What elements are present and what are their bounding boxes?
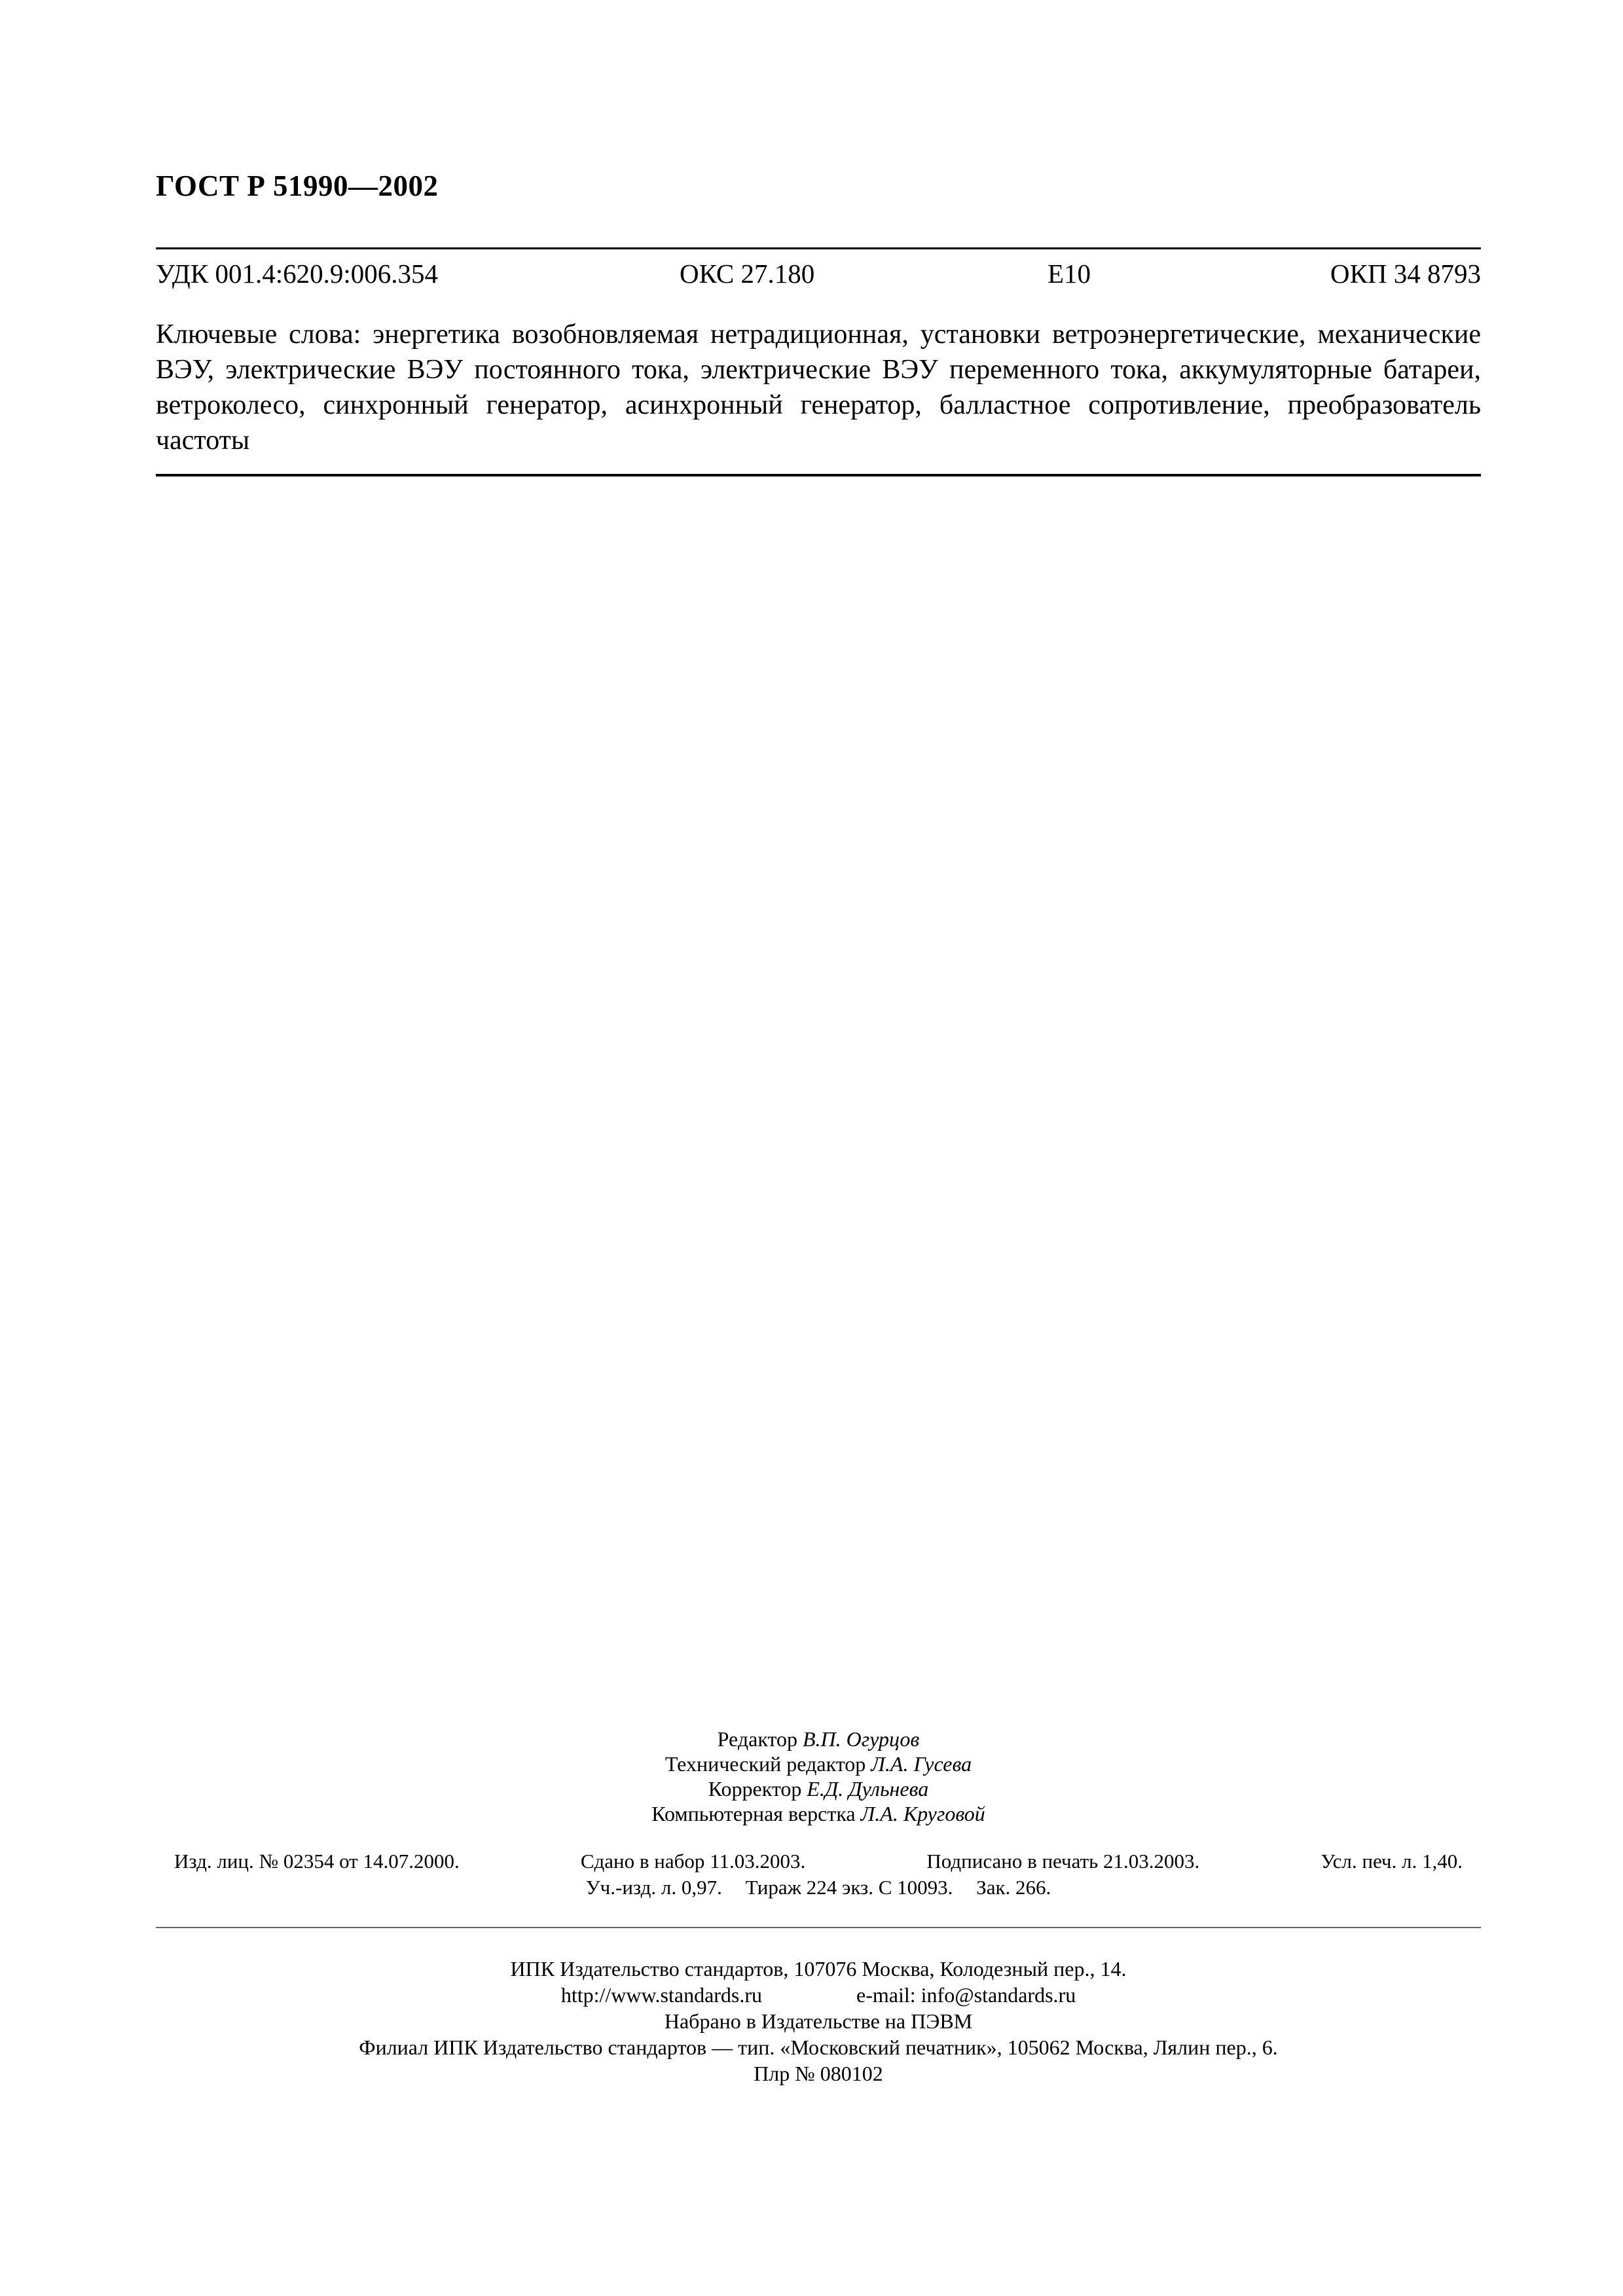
typeset-note: Набрано в Издательстве на ПЭВМ [664, 2009, 973, 2033]
signed-text: Подписано в печать 21.03.2003. [926, 1850, 1200, 1873]
credit-role: Корректор [708, 1777, 802, 1801]
okp-code: ОКП 34 8793 [1330, 259, 1481, 289]
publisher-email[interactable]: e-mail: info@standards.ru [856, 1983, 1076, 2007]
e-code: Е10 [1048, 259, 1091, 289]
pub-sheets-text: Уч.-изд. л. 0,97. [585, 1876, 722, 1899]
plr-number: Плр № 080102 [754, 2062, 883, 2085]
udk-code: УДК 001.4:620.9:006.354 [156, 259, 438, 289]
standard-title: ГОСТ Р 51990—2002 [156, 170, 439, 202]
credit-name: Л.А. Гусева [871, 1752, 972, 1776]
print-sheets-text: Усл. печ. л. 1,40. [1321, 1850, 1463, 1873]
publisher-address: ИПК Издательство стандартов, 107076 Москва, Колодезный пер., 14. [510, 1957, 1127, 1981]
credit-name: Л.А. Круговой [860, 1802, 985, 1825]
credit-role: Компьютерная верстка [651, 1802, 856, 1825]
circulation-text: Тираж 224 экз. С 10093. [745, 1876, 953, 1899]
keywords-divider [156, 474, 1481, 476]
order-text: Зак. 266. [976, 1876, 1051, 1899]
imprint-block [156, 1848, 1481, 1901]
publisher-website[interactable]: http://www.standards.ru [560, 1983, 763, 2007]
branch-address: Филиал ИПК Издательство стандартов — тип. «Московский печатник», 105062 Москва, Лялин пер., 6. [359, 2036, 1278, 2059]
top-divider [156, 247, 1481, 249]
submitted-text: Сдано в набор 11.03.2003. [580, 1850, 806, 1873]
credit-tech-editor [156, 1751, 1481, 1776]
license-text: Изд. лиц. № 02354 от 14.07.2000. [174, 1850, 460, 1873]
credit-role: Технический редактор [665, 1752, 866, 1776]
credit-name: Е.Д. Дульнева [807, 1777, 929, 1801]
classification-codes [156, 258, 1481, 297]
oks-code: ОКС 27.180 [680, 259, 815, 289]
imprint-row [156, 1874, 1481, 1901]
credit-name: В.П. Огурцов [803, 1727, 920, 1751]
credit-corrector [156, 1776, 1481, 1801]
credit-role: Редактор [717, 1727, 797, 1751]
editorial-credits [156, 1727, 1481, 1826]
imprint-row [156, 1848, 1481, 1874]
imprint-divider [156, 1927, 1481, 1928]
credit-layout [156, 1801, 1481, 1826]
publisher-contacts [156, 1982, 1481, 2008]
keywords-paragraph: Ключевые слова: энергетика возобновляемая нетрадиционная, установки ветроэнергетические, механические ВЭУ, электрические ВЭУ постоянного тока, электрические ВЭУ переменного тока, аккумуляторные батареи, ветроколесо, синхронный генератор, асинхронный генератор, балластное сопротивление, преобразователь частоты [156, 319, 1481, 456]
credit-editor [156, 1727, 1481, 1751]
publisher-block [156, 1956, 1481, 2087]
